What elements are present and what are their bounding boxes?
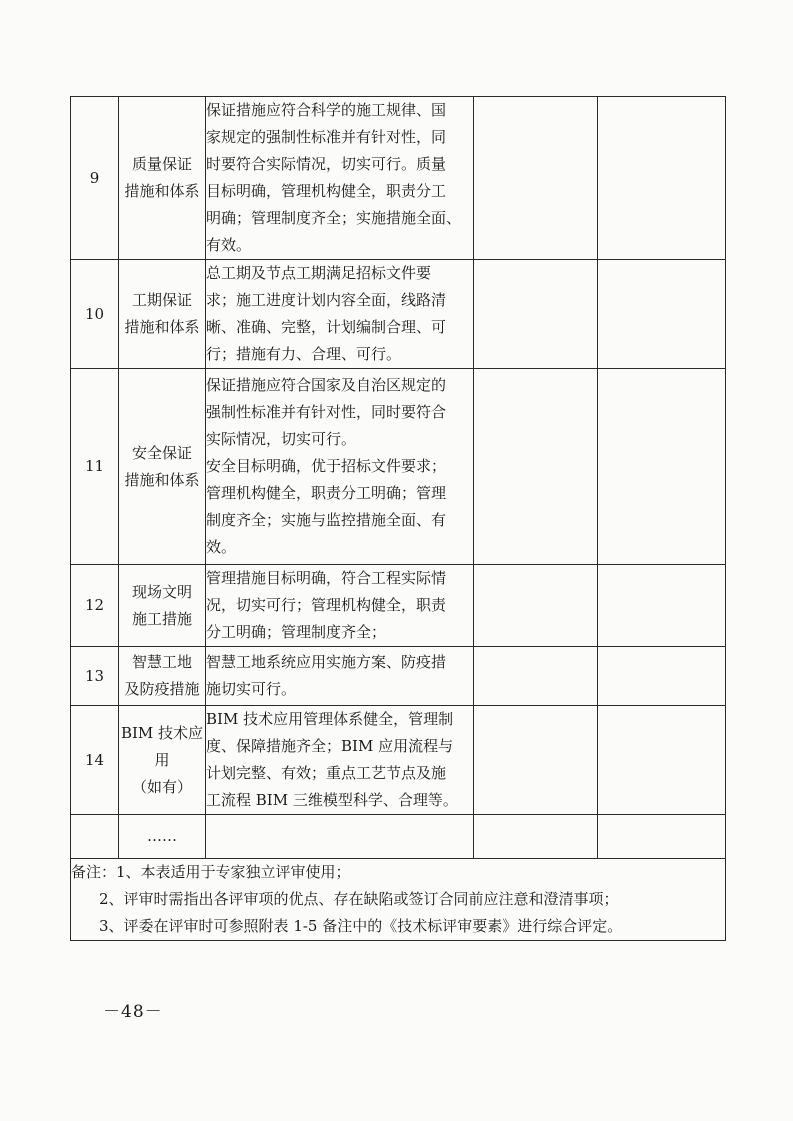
requirement-line: 行；措施有力、合理、可行。 <box>206 345 402 363</box>
requirement-line: 有效。 <box>206 236 252 254</box>
review-item-line: 用 <box>154 750 170 769</box>
requirement-line: 效。 <box>206 538 237 556</box>
notes-row <box>71 859 726 941</box>
requirement-line: 管理机构健全，职责分工明确；管理 <box>206 484 447 502</box>
comment-cell[interactable] <box>598 565 726 647</box>
comment-cell[interactable] <box>598 647 726 706</box>
table-row <box>71 97 726 260</box>
review-item-line: 施工措施 <box>131 609 192 628</box>
review-item-line: 及防疫措施 <box>124 680 200 698</box>
notes-cell <box>71 859 726 941</box>
review-item-line: …… <box>147 827 177 845</box>
table-row <box>71 706 726 815</box>
review-item-line: 质量保证 <box>131 155 192 173</box>
score-cell[interactable] <box>474 565 598 647</box>
review-item <box>119 647 206 706</box>
requirement-line: 分工明确；管理制度齐全； <box>206 623 387 641</box>
row-number <box>71 815 119 859</box>
row-number: 13 <box>71 647 119 706</box>
row-number: 14 <box>71 706 119 815</box>
requirement-line: 制度齐全；实施与监控措施全面、有 <box>206 511 447 529</box>
review-item-line: 工期保证 <box>131 291 192 309</box>
note-line-2: 2、评审时需指出各评审项的优点、存在缺陷或签订合同前应注意和澄清事项； <box>99 890 619 908</box>
table-row <box>71 815 726 859</box>
review-item <box>119 97 206 260</box>
review-table-body <box>71 97 726 859</box>
row-number: 12 <box>71 565 119 647</box>
requirement-line: 度、保障措施齐全；BIM 应用流程与 <box>206 737 454 755</box>
row-number: 11 <box>71 369 119 565</box>
review-item-line: 措施和体系 <box>124 318 200 336</box>
note-line-3: 3、评委在评审时可参照附表 1-5 备注中的《技术标评审要素》进行综合评定。 <box>99 917 623 935</box>
requirement-line: 计划完整、有效；重点工艺节点及施 <box>206 764 447 782</box>
table-row <box>71 260 726 369</box>
review-requirement <box>206 565 474 647</box>
review-item <box>119 565 206 647</box>
score-cell[interactable] <box>474 647 598 706</box>
review-item-line: 措施和体系 <box>124 182 200 200</box>
table-row <box>71 565 726 647</box>
requirement-line: BIM 技术应用管理体系健全，管理制 <box>206 710 454 728</box>
table-row <box>71 369 726 565</box>
score-cell[interactable] <box>474 815 598 859</box>
requirement-line: 安全目标明确，优于招标文件要求； <box>206 457 447 475</box>
review-item <box>119 815 206 859</box>
requirement-line: 施切实可行。 <box>206 680 297 698</box>
page-number: －48－ <box>103 1002 163 1022</box>
requirement-line: 明确；管理制度齐全；实施措施全面、 <box>206 209 462 227</box>
score-cell[interactable] <box>474 97 598 260</box>
review-item-line: 现场文明 <box>131 582 192 601</box>
row-number: 9 <box>71 97 119 260</box>
review-item-line: 智慧工地 <box>131 653 192 671</box>
comment-cell[interactable] <box>598 815 726 859</box>
review-item <box>119 369 206 565</box>
review-requirement <box>206 97 474 260</box>
requirement-line: 保证措施应符合科学的施工规律、国 <box>206 101 447 119</box>
review-item-line: 措施和体系 <box>124 470 200 489</box>
requirement-line: 工流程 BIM 三维模型科学、合理等。 <box>206 791 458 809</box>
review-requirement <box>206 706 474 815</box>
review-requirement <box>206 647 474 706</box>
score-cell[interactable] <box>474 706 598 815</box>
requirement-line: 求；施工进度计划内容全面，线路清 <box>206 291 447 309</box>
row-number: 10 <box>71 260 119 369</box>
requirement-line: 况，切实可行；管理机构健全，职责 <box>206 596 447 614</box>
comment-cell[interactable] <box>598 97 726 260</box>
note-line-1: 备注：1、本表适用于专家独立评审使用； <box>71 863 351 881</box>
review-requirement <box>206 815 474 859</box>
comment-cell[interactable] <box>598 369 726 565</box>
requirement-line: 时要符合实际情况，切实可行。质量 <box>206 155 447 173</box>
review-item-line: 安全保证 <box>131 443 192 462</box>
comment-cell[interactable] <box>598 706 726 815</box>
requirement-line: 总工期及节点工期满足招标文件要 <box>206 264 432 282</box>
requirement-line: 智慧工地系统应用实施方案、防疫措 <box>206 653 447 671</box>
requirement-line: 保证措施应符合国家及自治区规定的 <box>206 376 447 394</box>
review-item <box>119 260 206 369</box>
review-item <box>119 706 206 815</box>
review-item-line: （如有） <box>131 777 192 796</box>
requirement-line: 目标明确，管理机构健全，职责分工 <box>206 182 447 200</box>
review-item-line: BIM 技术应 <box>120 723 204 742</box>
requirement-line: 强制性标准并有针对性，同时要符合 <box>206 403 447 421</box>
review-table <box>70 96 726 941</box>
score-cell[interactable] <box>474 369 598 565</box>
requirement-line: 实际情况，切实可行。 <box>206 430 357 448</box>
comment-cell[interactable] <box>598 260 726 369</box>
table-row <box>71 647 726 706</box>
score-cell[interactable] <box>474 260 598 369</box>
requirement-line: 晰、准确、完整，计划编制合理、可 <box>206 318 447 336</box>
review-requirement <box>206 260 474 369</box>
review-requirement <box>206 369 474 565</box>
requirement-line: 管理措施目标明确，符合工程实际情 <box>206 569 447 587</box>
requirement-line: 家规定的强制性标准并有针对性，同 <box>206 128 447 146</box>
